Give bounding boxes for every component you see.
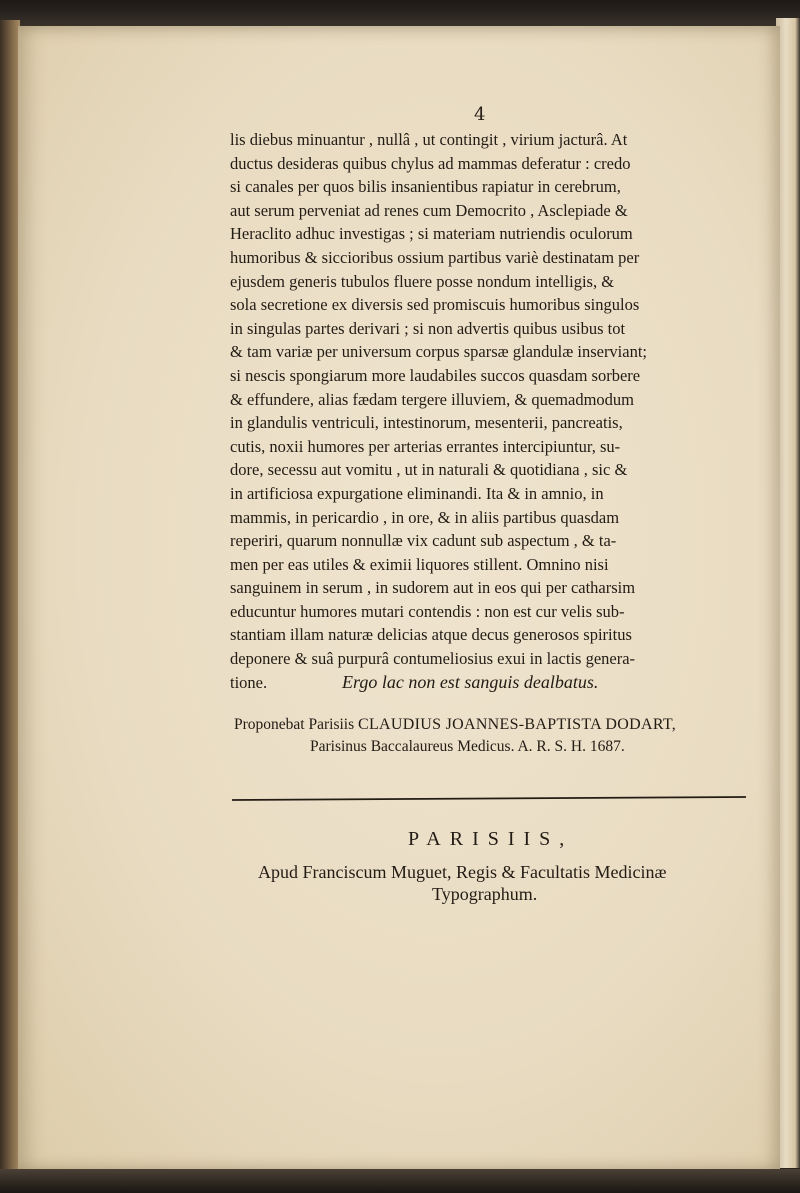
horizontal-rule [232, 796, 746, 802]
proponebat-line [234, 716, 676, 734]
text-line: cutis, noxii humores per arterias errantes intercipiuntur, su- [230, 436, 621, 456]
bottom-background [0, 1169, 800, 1193]
book-binding-edge [0, 20, 20, 1193]
text-line: mammis, in pericardio , in ore, & in aliis partibus quasdam [230, 507, 620, 527]
text-line: stantiam illam naturæ delicias atque decus generosos spiritus [230, 625, 632, 645]
conclusion-line: Ergo lac non est sanguis dealbatus. [342, 672, 599, 692]
text-line: aut serum perveniat ad renes cum Democrito , Asclepiade & [230, 200, 628, 220]
text-line: in singulas partes derivari ; si non advertis quibus usibus tot [230, 318, 626, 338]
text-line: in glandulis ventriculi, intestinorum, mesenterii, pancreatis, [230, 413, 623, 433]
text-line: tione. [230, 672, 268, 692]
page-number: 4 [474, 104, 486, 125]
text-line: ejusdem generis tubulos fluere posse nondum intelligis, & [230, 271, 615, 291]
text-line: humoribus & siccioribus ossium partibus variè destinatam per [230, 247, 640, 267]
text-line: educuntur humores mutari contendis : non est cur velis sub- [230, 601, 625, 621]
text-line: Heraclito adhuc investigas ; si materiam nutriendis oculorum [230, 224, 633, 244]
text-line: sola secretione ex diversis sed promiscuis humoribus singulos [230, 295, 640, 315]
text-line: men per eas utiles & eximii liquores stillent. Omnino nisi [230, 554, 609, 574]
text-line: reperiri, quarum nonnullæ vix cadunt sub aspectum , & ta- [230, 531, 617, 551]
text-line: lis diebus minuantur , nullâ , ut contingit , virium jacturâ. At [230, 130, 628, 149]
text-line: si nescis spongiarum more laudabiles succos quasdam sorbere [230, 365, 641, 385]
imprint-place: PARISIIS, [408, 828, 574, 850]
proponebat-prefix: Proponebat Parisiis [234, 716, 355, 733]
body-text [230, 128, 770, 694]
imprint-title: Typographum. [432, 884, 538, 904]
text-line: deponere & suâ purpurâ contumeliosius exui in lactis genera- [230, 649, 636, 669]
text-line: & tam variæ per universum corpus sparsæ glandulæ inserviant; [230, 342, 648, 362]
text-line: dore, secessu aut vomitu , ut in naturali & quotidiana , sic & [230, 460, 628, 480]
author-degree-line: Parisinus Baccalaureus Medicus. A. R. S. H. 1687. [310, 738, 625, 755]
imprint-printer: Apud Franciscum Muguet, Regis & Facultatis Medicinæ [258, 862, 667, 882]
text-line: in artificiosa expurgatione eliminandi. Ita & in amnio, in [230, 483, 604, 503]
text-line: & effundere, alias fædam tergere illuviem, & quemadmodum [230, 389, 634, 409]
author-name: CLAUDIUS JOANNES-BAPTISTA DODART, [358, 716, 677, 733]
top-background [0, 0, 800, 28]
text-line: si canales per quos bilis insanientibus rapiatur in cerebrum, [230, 177, 621, 197]
text-line: sanguinem in serum , in sudorem aut in eos qui per catharsim [230, 578, 636, 598]
text-line: ductus desideras quibus chylus ad mammas deferatur : credo [230, 153, 631, 173]
